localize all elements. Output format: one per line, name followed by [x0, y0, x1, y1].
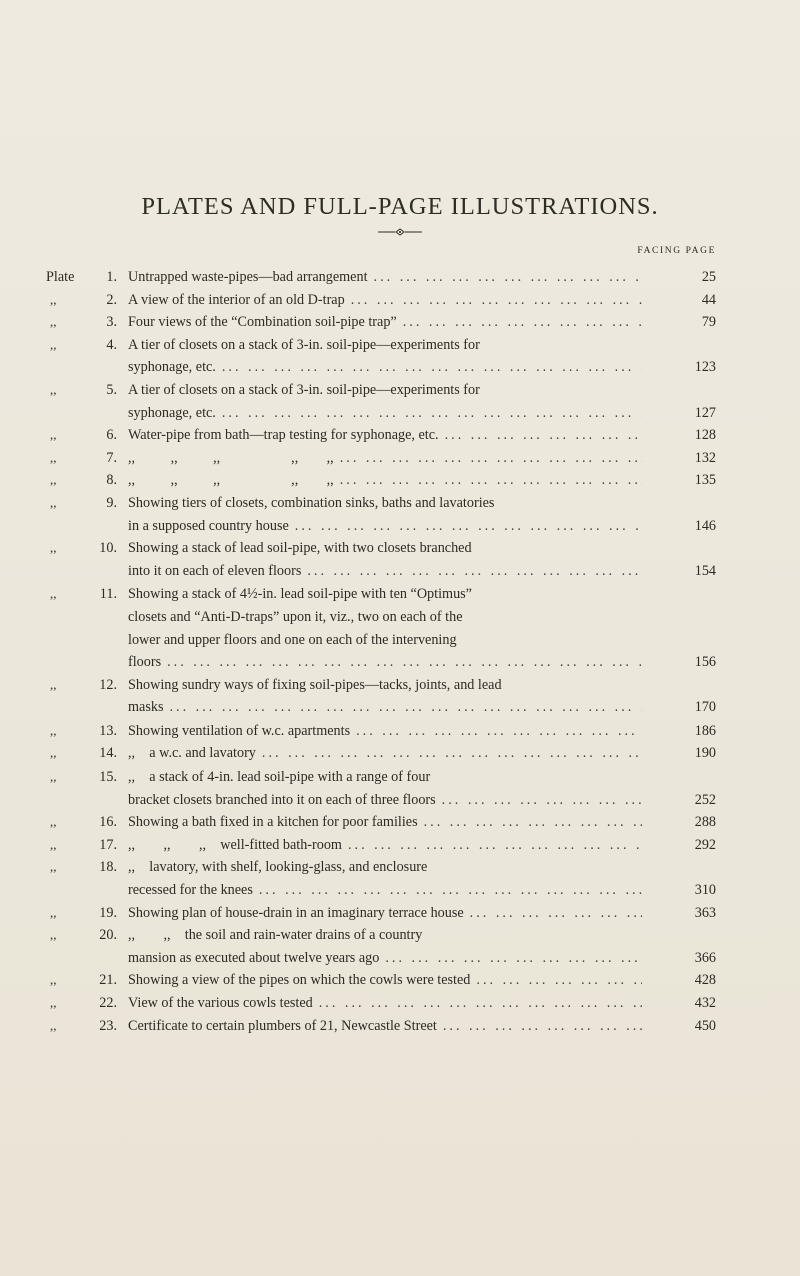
plate-description [128, 969, 716, 992]
plate-entry [0, 811, 800, 834]
ditto-mark: ,, [50, 540, 57, 556]
leader-dots [445, 424, 642, 447]
leader-dots [476, 969, 642, 992]
description-text: Four views of the “Combination soil-pipe trap” [128, 314, 397, 331]
ditto-mark: ,, [50, 427, 57, 443]
description-line [128, 356, 716, 379]
plate-number: 22. [99, 995, 117, 1011]
ditto-mark: ,, [50, 381, 57, 397]
description-line [128, 947, 716, 970]
plate-number: 6. [106, 427, 117, 444]
ditto-mark: ,, [50, 586, 57, 602]
plate-description [128, 379, 716, 424]
plate-description [128, 311, 716, 334]
plate-number: 4. [106, 336, 117, 353]
plate-description [128, 742, 716, 765]
description-line [128, 515, 716, 538]
description-line [128, 289, 716, 312]
leader-dots [222, 356, 642, 379]
page-title: PLATES AND FULL-PAGE ILLUSTRATIONS. [141, 193, 659, 220]
description-text: lower and upper floors and one on each of the intervening [128, 631, 457, 648]
description-line [128, 629, 688, 652]
plate-description [128, 289, 716, 312]
leader-dots [443, 1015, 642, 1038]
plate-entry [0, 969, 800, 992]
leader-dots [356, 720, 642, 743]
plate-description [128, 674, 716, 719]
plate-description [128, 583, 716, 673]
plate-entry [0, 1015, 800, 1038]
facing-page-label: FACING PAGE [637, 246, 716, 256]
leader-dots [348, 834, 642, 857]
ditto-mark: ,, [50, 904, 57, 920]
description-text: masks [128, 699, 164, 716]
plate-entry [0, 469, 800, 492]
ditto-mark: ,, [50, 972, 57, 988]
plate-entry [0, 834, 800, 857]
facing-page-number: 170 [694, 699, 716, 716]
description-text: Showing a stack of 4½-in. lead soil-pipe with ten “Optimus” [128, 586, 472, 603]
plate-number: 5. [106, 381, 117, 398]
description-line [128, 606, 688, 629]
plate-entry [0, 674, 800, 719]
plate-entry [0, 311, 800, 334]
plate-entry [0, 334, 800, 379]
description-line [128, 583, 688, 606]
ditto-mark: ,, [50, 995, 57, 1010]
description-text: Showing tiers of closets, combination sinks, baths and lavatories [128, 494, 495, 511]
facing-page-number: 79 [701, 314, 716, 331]
description-text: Showing plan of house-drain in an imaginary terrace house [128, 904, 464, 921]
leader-dots [222, 402, 642, 425]
plate-description [128, 469, 716, 492]
plate-number: 11. [99, 586, 117, 603]
description-line [128, 834, 716, 857]
description-line [128, 311, 716, 334]
plate-description [128, 537, 716, 582]
plate-number: 13. [99, 722, 117, 739]
facing-page-number: 128 [694, 427, 716, 444]
ditto-mark: ,, [50, 449, 57, 465]
ditto-mark: ,, [50, 494, 57, 510]
plate-number: 3. [106, 314, 117, 331]
ditto-mark: ,, [50, 314, 57, 330]
plate-label: Plate [46, 269, 75, 285]
plate-entry [0, 720, 800, 743]
description-text: ,, lavatory, with shelf, looking-glass, and enclosure [128, 859, 428, 876]
description-text: A tier of closets on a stack of 3-in. soil-pipe—experiments for [128, 336, 480, 353]
leader-dots [319, 992, 642, 1015]
ditto-mark: ,, [50, 814, 57, 830]
description-text: Showing a view of the pipes on which the cowls were tested [128, 972, 471, 989]
facing-page-number: 25 [701, 269, 716, 285]
plate-entry [0, 856, 800, 901]
plate-number: 18. [99, 859, 117, 876]
description-line [128, 447, 716, 470]
plate-number: 2. [106, 291, 117, 308]
facing-page-number: 450 [694, 1017, 716, 1034]
facing-page-number: 146 [694, 517, 716, 534]
description-line [128, 969, 716, 992]
description-line [128, 266, 716, 289]
description-line [128, 992, 716, 1015]
plate-entry [0, 902, 800, 925]
plate-entry [0, 537, 800, 582]
description-text: Showing sundry ways of fixing soil-pipes—tacks, joints, and lead [128, 676, 502, 693]
facing-page-number: 432 [694, 995, 716, 1011]
description-text: A view of the interior of an old D-trap [128, 291, 345, 308]
facing-page-number: 310 [694, 882, 716, 899]
leader-dots [167, 651, 642, 674]
facing-page-number: 288 [694, 814, 716, 831]
leader-dots [442, 789, 642, 812]
description-line [128, 902, 716, 925]
leader-dots [470, 902, 642, 925]
facing-page-number: 123 [694, 359, 716, 376]
description-text: ,, ,, ,, ,, ,, [128, 472, 334, 489]
facing-page-number: 252 [694, 791, 716, 808]
description-text: ,, a stack of 4-in. lead soil-pipe with a range of four [128, 769, 431, 786]
facing-page-number: 132 [694, 449, 716, 466]
ditto-mark: ,, [50, 472, 57, 488]
plate-number: 10. [99, 540, 117, 557]
description-text: syphonage, etc. [128, 359, 216, 376]
ditto-mark: ,, [50, 1017, 57, 1033]
description-line [128, 856, 688, 879]
description-text: syphonage, etc. [128, 404, 216, 421]
description-text: bracket closets branched into it on each of three floors [128, 791, 436, 808]
leader-dots [295, 515, 642, 538]
plate-number: 1. [106, 269, 117, 285]
plate-description [128, 720, 716, 743]
ditto-mark: ,, [50, 722, 57, 738]
plate-description [128, 766, 716, 811]
plate-description [128, 811, 716, 834]
plate-number: 8. [106, 472, 117, 489]
plate-description [128, 424, 716, 447]
ditto-mark: ,, [50, 836, 57, 852]
description-text: into it on each of eleven floors [128, 562, 302, 579]
description-line [128, 766, 688, 789]
description-text: in a supposed country house [128, 517, 289, 534]
ditto-mark: ,, [50, 745, 57, 761]
description-line [128, 469, 716, 492]
description-line [128, 879, 716, 902]
description-line [128, 537, 688, 560]
ditto-mark: ,, [50, 336, 57, 352]
facing-page-number: 44 [701, 291, 716, 308]
plate-description [128, 334, 716, 379]
plate-entry [0, 266, 800, 289]
facing-page-number: 363 [694, 904, 716, 921]
description-line [128, 492, 688, 515]
plate-entry [0, 289, 800, 312]
description-line [128, 742, 716, 765]
ditto-mark: ,, [50, 927, 57, 943]
plate-entry [0, 924, 800, 969]
plate-number: 17. [99, 836, 117, 853]
leader-dots [385, 947, 642, 970]
plate-number: 14. [99, 745, 117, 762]
leader-dots [259, 879, 642, 902]
plate-entry [0, 742, 800, 765]
description-text: ,, ,, ,, well-fitted bath-room [128, 836, 342, 853]
description-text: Certificate to certain plumbers of 21, Newcastle Street [128, 1017, 437, 1034]
description-line [128, 560, 716, 583]
plate-entry [0, 583, 800, 673]
description-text: floors [128, 654, 162, 671]
leader-dots [403, 311, 642, 334]
description-text: A tier of closets on a stack of 3-in. soil-pipe—experiments for [128, 381, 480, 398]
description-text: recessed for the knees [128, 882, 253, 899]
plate-description [128, 924, 716, 969]
plate-number: 7. [106, 449, 117, 466]
ditto-mark: ,, [50, 769, 57, 785]
leader-dots [424, 811, 642, 834]
ornament-rule-icon [378, 228, 422, 236]
description-text: Showing ventilation of w.c. apartments [128, 722, 351, 739]
description-text: mansion as executed about twelve years ago [128, 949, 380, 966]
description-text: Untrapped waste-pipes—bad arrangement [128, 269, 368, 285]
description-line [128, 924, 688, 947]
description-line [128, 651, 716, 674]
leader-dots [340, 447, 642, 470]
plate-entry [0, 766, 800, 811]
description-line [128, 720, 716, 743]
description-text: closets and “Anti-D-traps” upon it, viz., two on each of the [128, 608, 463, 625]
description-line [128, 696, 716, 719]
leader-dots [351, 289, 642, 312]
leader-dots [340, 469, 642, 492]
description-text: ,, ,, the soil and rain-water drains of a country [128, 927, 423, 944]
description-text: ,, ,, ,, ,, ,, [128, 449, 334, 466]
leader-dots [374, 266, 642, 289]
plate-number: 9. [106, 494, 117, 511]
plate-entry [0, 492, 800, 537]
facing-page-number: 135 [694, 472, 716, 489]
leader-dots [169, 696, 642, 719]
description-line [128, 379, 688, 402]
description-text: Showing a stack of lead soil-pipe, with two closets branched [128, 540, 472, 557]
plate-description [128, 492, 716, 537]
leader-dots [262, 742, 642, 765]
ditto-mark: ,, [50, 291, 57, 307]
description-text: View of the various cowls tested [128, 995, 313, 1011]
plate-entry [0, 379, 800, 424]
plate-description [128, 834, 716, 857]
plate-number: 12. [99, 676, 117, 693]
plate-entry [0, 424, 800, 447]
plate-number: 23. [99, 1017, 117, 1034]
plate-entry [0, 447, 800, 470]
facing-page-number: 190 [694, 745, 716, 762]
plates-list [0, 266, 800, 1037]
facing-page-number: 428 [694, 972, 716, 989]
description-line [128, 811, 716, 834]
plate-description [128, 902, 716, 925]
plate-description [128, 992, 716, 1015]
description-line [128, 402, 716, 425]
description-line [128, 334, 688, 357]
plate-number: 21. [99, 972, 117, 989]
ditto-mark: ,, [50, 859, 57, 875]
plate-description [128, 447, 716, 470]
plate-number: 19. [99, 904, 117, 921]
description-text: Showing a bath fixed in a kitchen for poor families [128, 814, 418, 831]
facing-page-number: 186 [694, 722, 716, 739]
facing-page-number: 366 [694, 949, 716, 966]
plate-number: 15. [99, 769, 117, 786]
plate-description [128, 856, 716, 901]
plate-description [128, 1015, 716, 1038]
plate-number: 16. [99, 814, 117, 831]
plate-description [128, 266, 716, 289]
facing-page-number: 156 [694, 654, 716, 671]
plate-entry [0, 992, 800, 1015]
facing-page-number: 154 [694, 562, 716, 579]
description-line [128, 789, 716, 812]
description-line [128, 674, 688, 697]
description-text: Water-pipe from bath—trap testing for syphonage, etc. [128, 427, 439, 444]
description-text: ,, a w.c. and lavatory [128, 745, 256, 762]
facing-page-number: 127 [694, 404, 716, 421]
leader-dots [307, 560, 642, 583]
description-line [128, 424, 716, 447]
plate-number: 20. [99, 927, 117, 944]
description-line [128, 1015, 716, 1038]
ditto-mark: ,, [50, 676, 57, 692]
facing-page-number: 292 [694, 836, 716, 853]
